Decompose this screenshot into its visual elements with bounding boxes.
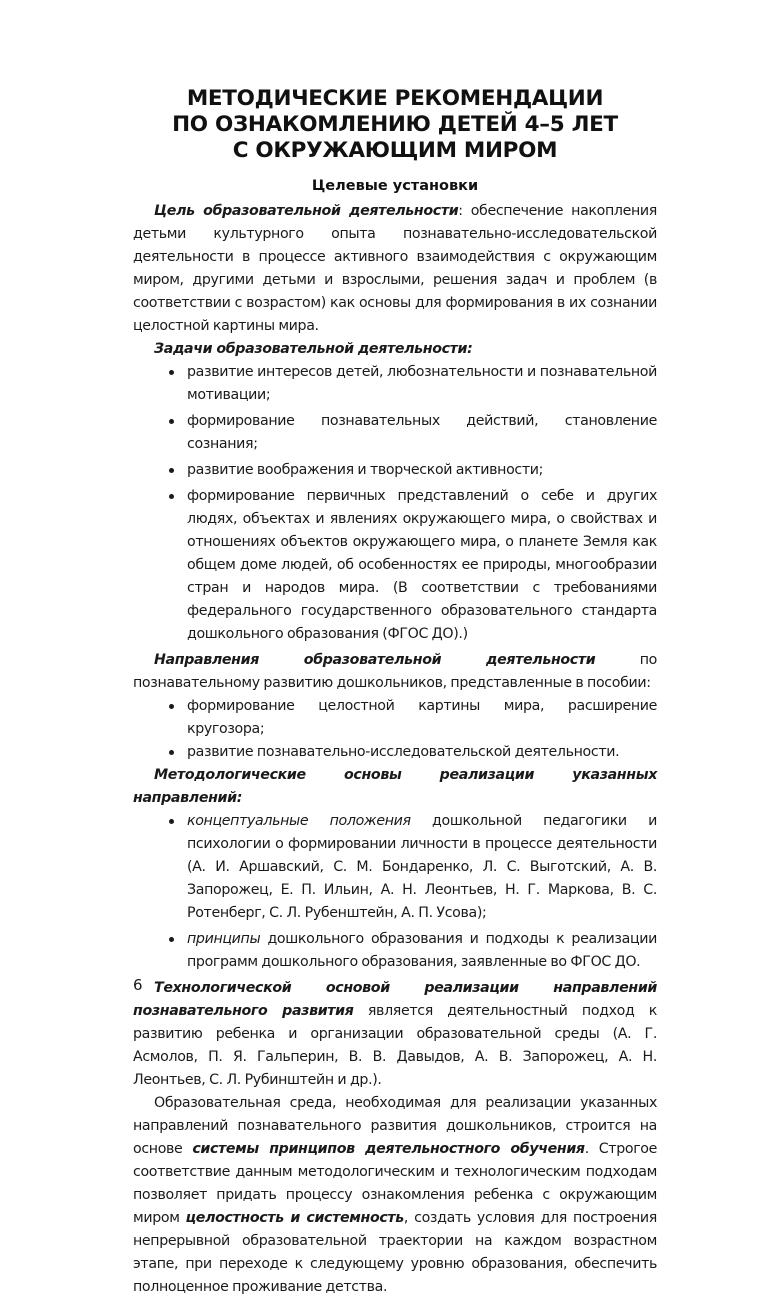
title-line-2: ПО ОЗНАКОМЛЕНИЮ ДЕТЕЙ 4–5 ЛЕТ xyxy=(172,112,618,137)
list-item: формирование первичных представлений о себе и других людях, объектах и явлениях окружающего мира, о свойствах и отношениях объектов окружающего мира, о планете Земля как общем доме людей, об особенностях ее природы, многообразии стран и народов мира. (В соответствии с требованиями федерального государственного образовательного стандарта дошкольного образования (ФГОС ДО).) xyxy=(187,485,657,646)
environment-emphasis-1: системы принципов деятельностного обучения xyxy=(192,1141,585,1157)
bullet-icon xyxy=(169,468,174,473)
title-line-1: МЕТОДИЧЕСКИЕ РЕКОМЕНДАЦИИ xyxy=(186,86,604,111)
environment-paragraph: Образовательная среда, необходимая для реализации указанных направлений познавательного развития дошкольников, строится на основе системы принципов деятельностного обучения. Строгое соответствие данным методологическим и технологическим подходам позволяет придать процессу ознакомления ребенка с окружающим миром целостность и системность, создать условия для построения непрерывной образовательной траектории на каждом возрастном этапе, при переходе к следующему уровню образования, обеспечить полноценное проживание детства. xyxy=(133,1095,658,1295)
technology-paragraph xyxy=(133,977,657,1092)
list-item: формирование целостной картины мира, расширение кругозора; xyxy=(187,695,657,741)
list-item: формирование познавательных действий, становление сознания; xyxy=(187,410,657,456)
methodology-heading xyxy=(133,764,657,810)
directions-list xyxy=(133,695,657,764)
directions-paragraph xyxy=(133,649,657,695)
technology-label: Технологической основой реализации направлений познавательного развития xyxy=(133,980,657,1019)
tasks-list xyxy=(133,361,657,646)
list-item: развитие воображения и творческой активности; xyxy=(187,459,657,482)
list-item: развитие интересов детей, любознательности и познавательной мотивации; xyxy=(187,361,657,407)
bullet-icon xyxy=(169,370,174,375)
methodology-list xyxy=(133,810,657,974)
page-number: 6 xyxy=(133,976,143,994)
bullet-icon xyxy=(169,494,174,499)
technology-text: является деятельностный подход к развитию ребенка и организации образовательной среды (А. Г. Асмолов, П. Я. Гальперин, В. В. Давыдов, А. В. Запорожец, А. Н. Леонтьев, С. Л. Рубинштейн и др.). xyxy=(133,1003,657,1088)
directions-text: по познавательному развитию дошкольников, представленные в пособии: xyxy=(133,652,657,691)
list-item: принципы дошкольного образования и подходы к реализации программ дошкольного образования, заявленные во ФГОС ДО. xyxy=(187,928,657,974)
tasks-heading xyxy=(133,338,657,361)
directions-label: Направления образовательной деятельности xyxy=(154,652,596,668)
bullet-icon xyxy=(169,750,174,755)
bullet-icon xyxy=(169,704,174,709)
list-item: концептуальные положения дошкольной педагогики и психологии о формировании личности в процессе деятельности (А. И. Аршавский, С. М. Бондаренко, Л. С. Выготский, А. В. Запорожец, Е. П. Ильин, А. Н. Леонтьев, Н. Г. Маркова, В. С. Ротенберг, С. Л. Рубенштейн, А. П. Усова); xyxy=(187,810,657,925)
goal-paragraph xyxy=(133,200,657,338)
list-item: развитие познавательно-исследовательской деятельности. xyxy=(187,741,657,764)
methodology-label: Методологические основы реализации указанных направлений: xyxy=(133,767,657,806)
page-title xyxy=(133,86,657,164)
body-text xyxy=(133,200,657,1299)
bullet-icon xyxy=(169,819,174,824)
bullet-icon xyxy=(169,937,174,942)
tasks-label: Задачи образовательной деятельности: xyxy=(154,341,473,357)
section-heading: Целевые установки xyxy=(311,178,479,194)
goal-text: : обеспечение накопления детьми культурного опыта познавательно-исследовательской деятельности в процессе активного взаимодействия с окружающим миром, другими детьми и взрослыми, решения задач и проблем (в соответствии с возрастом) как основы для формирования в их сознании целостной картины мира. xyxy=(133,203,657,334)
document-page xyxy=(133,86,657,1299)
goal-label: Цель образовательной деятельности xyxy=(154,203,459,219)
bullet-icon xyxy=(169,419,174,424)
environment-emphasis-2: целостность и системность xyxy=(185,1210,404,1226)
title-line-3: С ОКРУЖАЮЩИМ МИРОМ xyxy=(232,138,558,163)
